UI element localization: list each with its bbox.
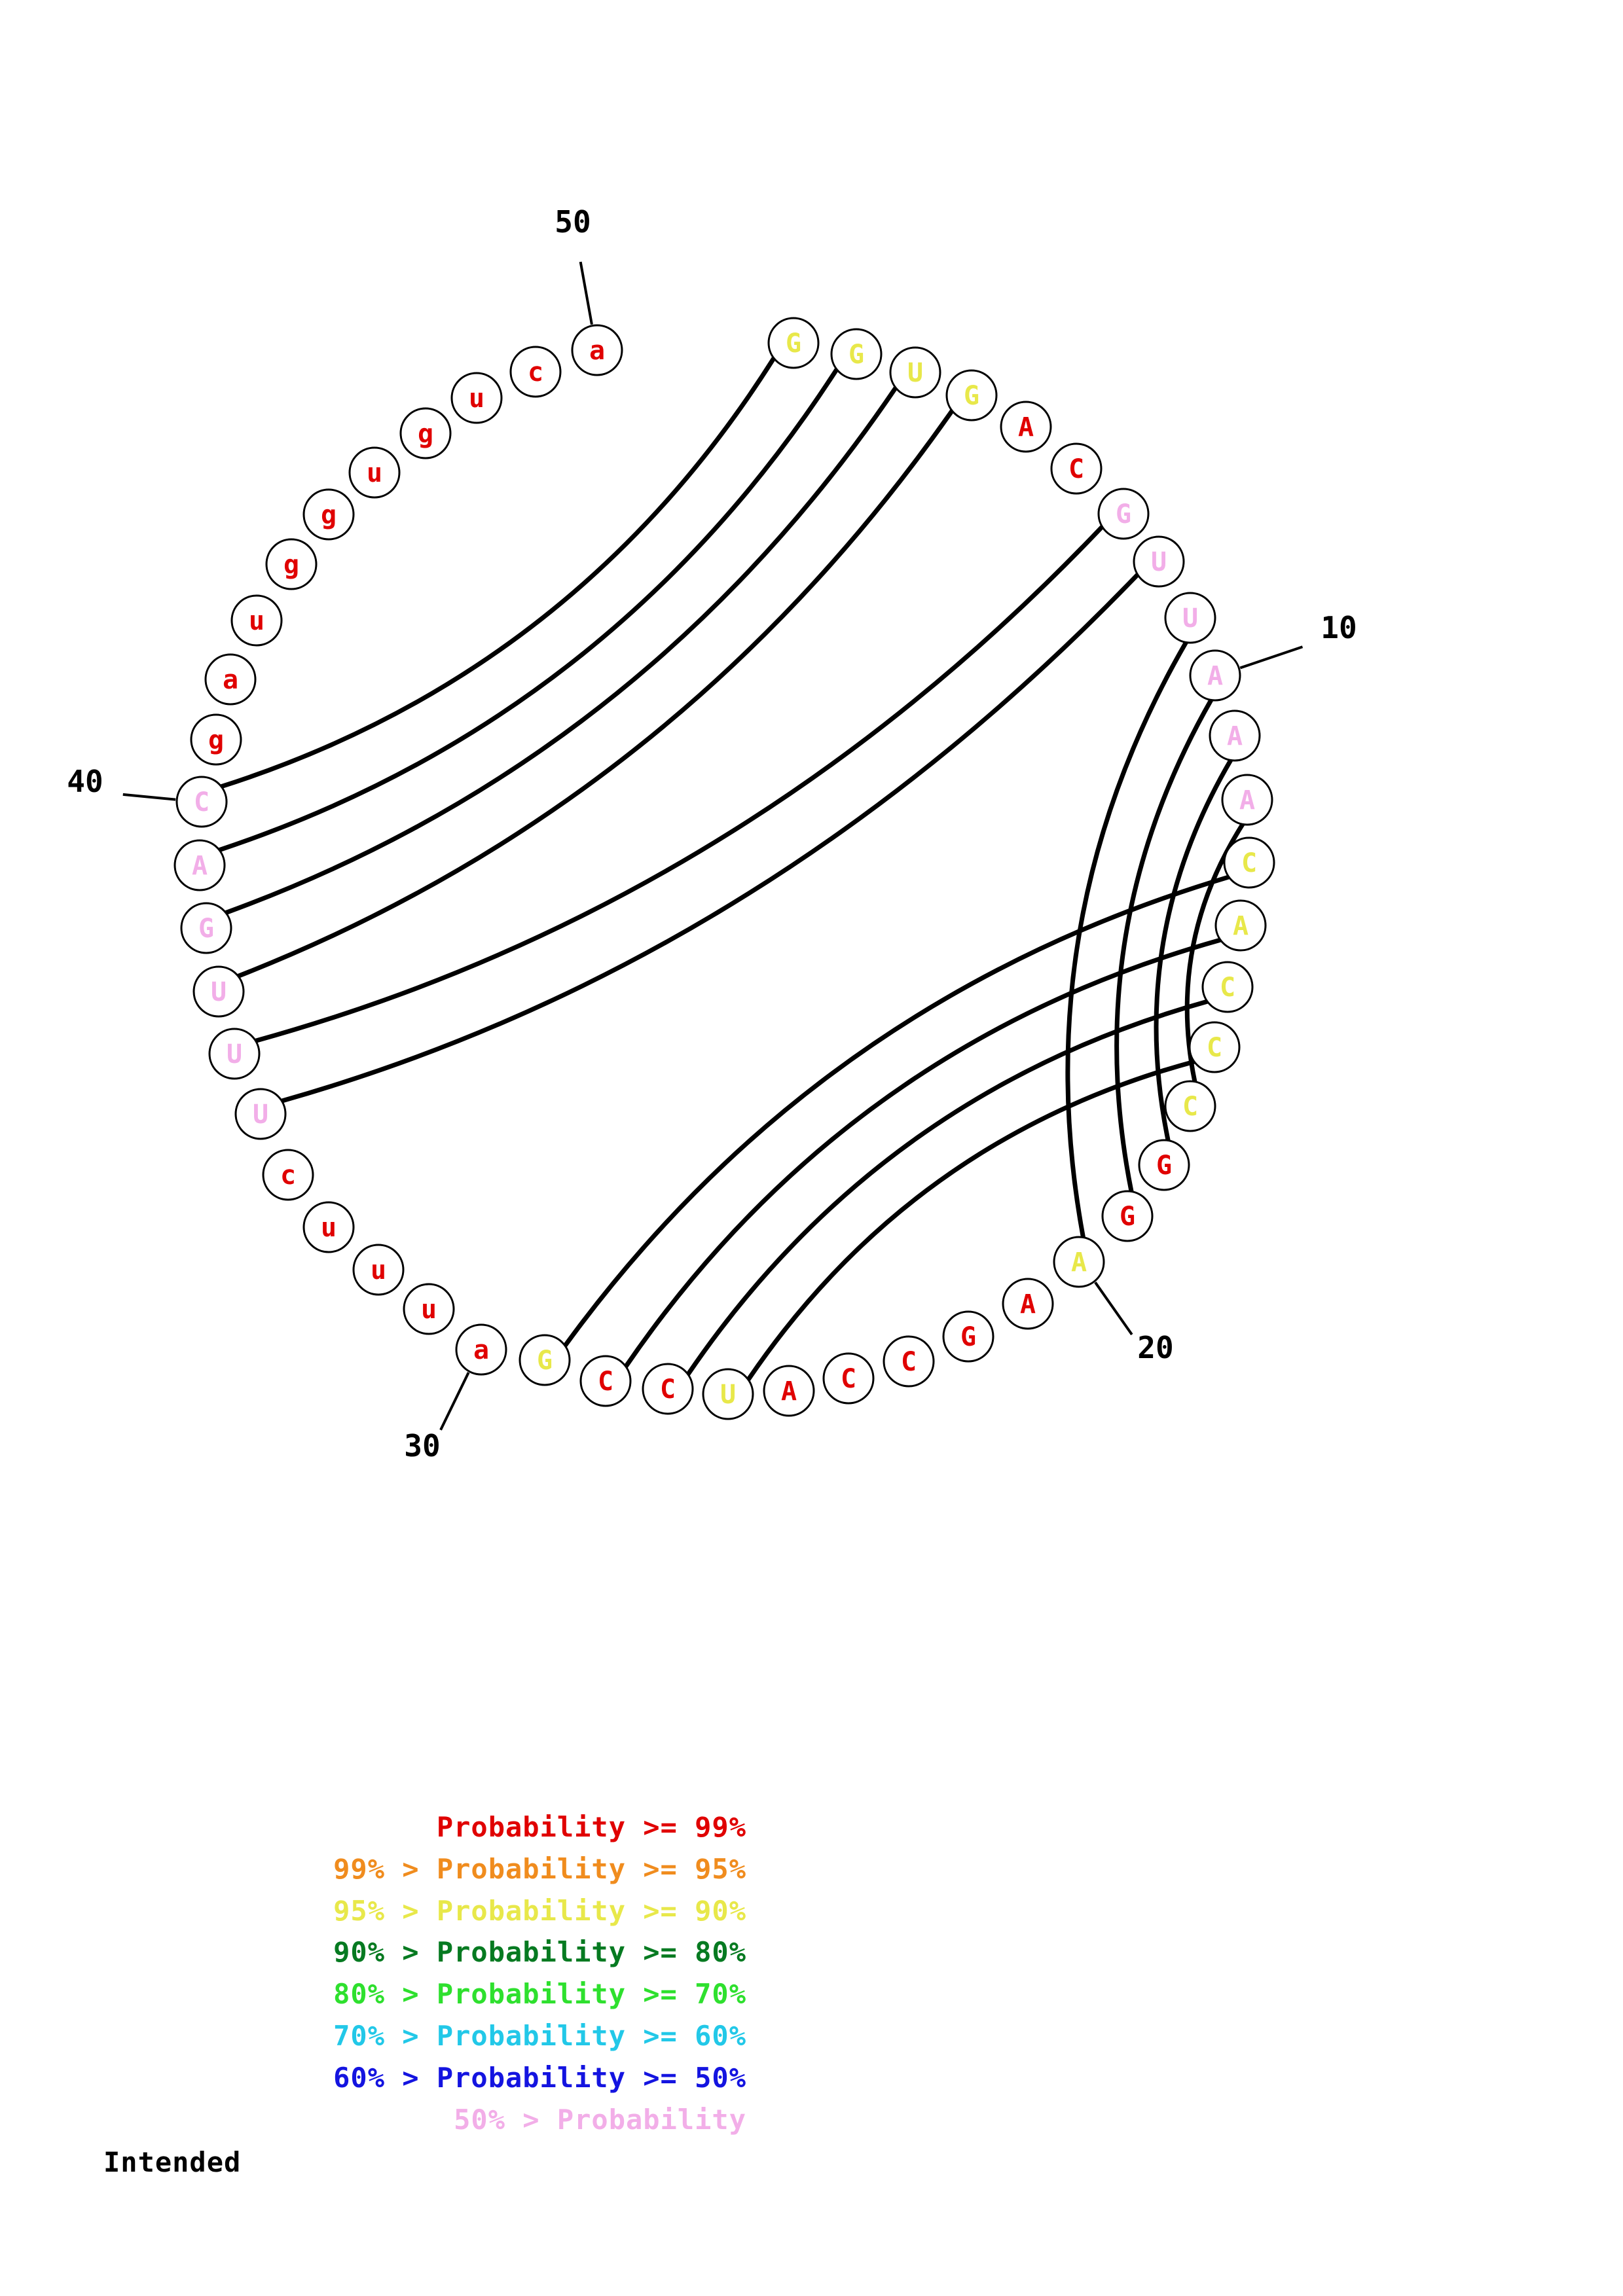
nucleotide-letter: G (848, 340, 865, 370)
nucleotide-letter: C (840, 1364, 857, 1394)
nucleotide (175, 840, 225, 890)
nucleotide (824, 1354, 873, 1403)
nucleotide (266, 539, 316, 589)
nucleotide (884, 1336, 934, 1386)
nucleotide (263, 1150, 313, 1200)
nucleotide (764, 1366, 814, 1416)
nucleotide-letter: C (900, 1347, 917, 1377)
nucleotide-letter: c (527, 357, 544, 387)
nucleotide-letter: U (907, 358, 924, 388)
base-pair-arcs (219, 358, 1243, 1380)
position-leader-line (581, 262, 592, 325)
nucleotide (191, 715, 241, 764)
nucleotide-letter: U (210, 977, 227, 1007)
legend-row: 99% > Probability >= 95% (333, 1852, 746, 1885)
nucleotide-letter: u (366, 458, 383, 488)
nucleotide-letter: C (1206, 1033, 1223, 1063)
nucleotide-letter: C (1241, 848, 1258, 878)
nucleotide (1190, 1022, 1239, 1072)
nucleotide-letter: C (193, 787, 210, 817)
nucleotide-letter: G (1119, 1202, 1136, 1232)
nucleotide-letter: C (1219, 973, 1236, 1003)
nucleotide-letter: A (1017, 412, 1034, 442)
nucleotide (1139, 1140, 1189, 1190)
nucleotide-letter: A (1232, 911, 1249, 941)
nucleotide (206, 655, 255, 704)
legend-row: 80% > Probability >= 70% (333, 1978, 746, 2011)
base-pair-arc (219, 369, 837, 850)
nucleotide-letter: a (589, 336, 606, 366)
position-label: 40 (67, 764, 103, 799)
nucleotide (177, 777, 227, 827)
nucleotide (511, 347, 560, 397)
nucleotide-letter: A (191, 851, 208, 881)
position-label: 10 (1321, 610, 1357, 645)
position-leader-line (123, 795, 175, 800)
nucleotide-letter: C (659, 1374, 676, 1405)
nucleotide-letter: a (473, 1335, 490, 1365)
nucleotide-letter: A (780, 1376, 797, 1407)
nucleotide-letter: G (1115, 499, 1132, 529)
nucleotide-letter: U (252, 1100, 269, 1130)
nucleotide-letter: G (960, 1322, 977, 1352)
nucleotide-letter: A (1226, 721, 1243, 751)
nucleotide (1165, 593, 1215, 643)
nucleotide (890, 348, 940, 397)
nucleotide-letter: U (1182, 603, 1199, 634)
nucleotide (1003, 1279, 1053, 1329)
nucleotide (831, 329, 881, 379)
nucleotide (1103, 1191, 1152, 1241)
nucleotide-letter: g (417, 419, 434, 449)
nucleotide-letter: A (1070, 1247, 1087, 1278)
position-label: 30 (404, 1428, 441, 1463)
nucleotide-letter: C (1182, 1092, 1199, 1122)
nucleotide-letter: C (597, 1367, 614, 1397)
nucleotide-letter: g (320, 500, 337, 530)
position-leader-line (441, 1372, 469, 1430)
nucleotide (1165, 1081, 1215, 1131)
nucleotide (452, 373, 501, 423)
nucleotide (1051, 444, 1101, 493)
nucleotide (232, 596, 282, 645)
nucleotide-letter: G (785, 329, 802, 359)
nucleotide (1099, 489, 1148, 539)
base-pair-arc (626, 940, 1223, 1367)
nucleotide-letter: A (1019, 1289, 1036, 1319)
nucleotide (194, 967, 244, 1016)
nucleotide (520, 1335, 570, 1385)
nucleotide (1190, 651, 1240, 700)
nucleotide (1001, 402, 1051, 452)
nucleotide-letter: U (226, 1039, 243, 1069)
legend-row: 50% > Probability (454, 2103, 746, 2136)
nucleotide-letter: c (280, 1160, 297, 1191)
nucleotide (581, 1356, 630, 1406)
nucleotide (354, 1245, 403, 1295)
nucleotide-letter: u (468, 384, 485, 414)
legend-row: 95% > Probability >= 90% (333, 1894, 746, 1927)
nucleotide-letter: u (420, 1295, 437, 1325)
nucleotide-letter: A (1207, 661, 1224, 691)
nucleotide (943, 1312, 993, 1361)
base-pair-arc (565, 877, 1229, 1346)
nucleotide-letter: a (222, 665, 239, 695)
position-leader-line (1240, 647, 1302, 668)
nucleotide-letter: C (1068, 454, 1085, 484)
legend-row: 70% > Probability >= 60% (333, 2020, 746, 2053)
nucleotide (404, 1284, 454, 1334)
position-leader-line (1095, 1282, 1132, 1335)
nucleotide-letter: G (963, 381, 980, 411)
legend-row: 90% > Probability >= 80% (333, 1936, 746, 1969)
nucleotide (769, 318, 818, 368)
position-label: 20 (1137, 1330, 1174, 1365)
legend-row: 60% > Probability >= 50% (333, 2061, 746, 2094)
nucleotide (1224, 838, 1274, 888)
nucleotide-letter: G (198, 914, 215, 944)
nucleotide-letter: g (283, 550, 300, 580)
legend-intended-label: Intended (103, 2145, 242, 2178)
nucleotide-letter: U (720, 1380, 737, 1410)
nucleotide-letter: G (1156, 1151, 1173, 1181)
nucleotide (350, 448, 399, 497)
nucleotide (1054, 1237, 1104, 1287)
legend-row: Probability >= 99% (436, 1811, 746, 1843)
nucleotide-letter: g (208, 725, 225, 755)
legend-rows (92, 1806, 877, 2141)
base-pair-arc (226, 387, 896, 912)
nucleotide-group (175, 318, 1274, 1419)
nucleotide-letter: A (1239, 785, 1256, 816)
nucleotide (456, 1325, 506, 1374)
position-label: 50 (555, 204, 591, 240)
nucleotide (1222, 775, 1272, 825)
nucleotide (572, 325, 622, 375)
nucleotide-letter: U (1150, 547, 1167, 577)
nucleotide-letter: u (248, 606, 265, 636)
nucleotide (1210, 711, 1260, 761)
nucleotide (703, 1369, 753, 1419)
nucleotide-letter: u (320, 1213, 337, 1243)
nucleotide (181, 903, 231, 953)
probability-legend (92, 1806, 877, 2178)
nucleotide (1134, 537, 1184, 586)
nucleotide (1203, 962, 1252, 1012)
nucleotide (947, 370, 996, 420)
nucleotide (304, 1202, 354, 1252)
nucleotide (1216, 901, 1266, 950)
nucleotide (401, 408, 450, 458)
nucleotide (643, 1364, 693, 1414)
nucleotide-letter: G (536, 1346, 553, 1376)
nucleotide-letter: u (370, 1255, 387, 1285)
nucleotide (304, 490, 354, 539)
nucleotide (210, 1029, 259, 1079)
nucleotide (236, 1089, 285, 1139)
